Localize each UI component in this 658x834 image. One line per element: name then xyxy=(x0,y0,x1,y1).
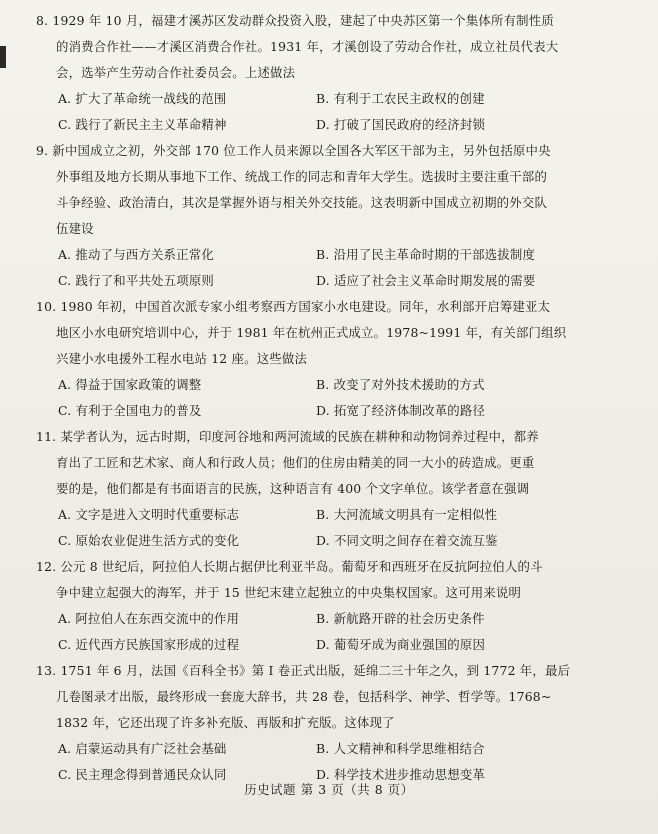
option-b: B. 改变了对外技术援助的方式 xyxy=(316,377,485,392)
question-list xyxy=(36,8,596,788)
options-row xyxy=(36,112,596,138)
option-c: C. 原始农业促进生活方式的变化 xyxy=(58,533,240,548)
options-row xyxy=(36,632,596,658)
scan-edge-mark xyxy=(0,46,6,68)
option-d: D. 打破了国民政府的经济封锁 xyxy=(316,117,486,132)
option-b: B. 沿用了民主革命时期的干部选拔制度 xyxy=(316,247,536,262)
option-a: A. 阿拉伯人在东西交流中的作用 xyxy=(58,611,240,626)
option-d: D. 科学技术进步推动思想变革 xyxy=(316,767,486,782)
question-12 xyxy=(36,554,596,658)
option-a: A. 文字是进入文明时代重要标志 xyxy=(58,507,240,522)
option-c: C. 民主理念得到普通民众认同 xyxy=(58,767,227,782)
option-b: B. 有利于工农民主政权的创建 xyxy=(316,91,485,106)
question-13 xyxy=(36,658,596,788)
option-d: D. 不同文明之间存在着交流互鉴 xyxy=(316,533,498,548)
question-text-line: 伍建设 xyxy=(56,221,94,236)
question-text-line: 9. 新中国成立之初，外交部 170 位工作人员来源以全国各大军区干部为主，另外包括原中央 xyxy=(36,143,551,158)
question-text-line: 地区小水电研究培训中心，并于 1981 年在杭州正式成立。1978~1991 年，有关部门组织 xyxy=(56,325,567,340)
option-a: A. 得益于国家政策的调整 xyxy=(58,377,202,392)
question-text-line: 争中建立起强大的海军，并于 15 世纪末建立起独立的中央集权国家。这可用来说明 xyxy=(56,585,522,600)
options-row xyxy=(36,242,596,268)
question-11 xyxy=(36,424,596,554)
question-text-line: 8. 1929 年 10 月，福建才溪苏区发动群众投资入股，建起了中央苏区第一个集体所有制性质 xyxy=(36,13,554,28)
question-text-line: 11. 某学者认为，远古时期，印度河谷地和两河流域的民族在耕种和动物饲养过程中，都养 xyxy=(36,429,539,444)
question-text-line: 13. 1751 年 6 月，法国《百科全书》第 I 卷正式出版，延绵二三十年之久，到 1772 年，最后 xyxy=(36,663,571,678)
option-d: D. 葡萄牙成为商业强国的原因 xyxy=(316,637,486,652)
option-c: C. 践行了新民主主义革命精神 xyxy=(58,117,227,132)
question-text-line: 会，选举产生劳动合作社委员会。上述做法 xyxy=(56,65,296,80)
option-c: C. 近代西方民族国家形成的过程 xyxy=(58,637,240,652)
question-text-line: 要的是，他们都是有书面语言的民族，这种语言有 400 个文字单位。该学者意在强调 xyxy=(56,481,530,496)
question-text-line: 斗争经验、政治清白，其次是掌握外语与相关外交技能。这表明新中国成立初期的外交队 xyxy=(56,195,548,210)
question-9 xyxy=(36,138,596,294)
question-text-line: 外事组及地方长期从事地下工作、统战工作的同志和青年大学生。选拔时主要注重干部的 xyxy=(56,169,548,184)
option-b: B. 人文精神和科学思维相结合 xyxy=(316,741,485,756)
options-row xyxy=(36,528,596,554)
question-text-line: 10. 1980 年初，中国首次派专家小组考察西方国家小水电建设。同年，水利部开启筹建亚太 xyxy=(36,299,551,314)
options-row xyxy=(36,502,596,528)
option-c: C. 践行了和平共处五项原则 xyxy=(58,273,215,288)
options-row xyxy=(36,398,596,424)
option-d: D. 适应了社会主义革命时期发展的需要 xyxy=(316,273,536,288)
option-b: B. 新航路开辟的社会历史条件 xyxy=(316,611,485,626)
question-text-line: 12. 公元 8 世纪后，阿拉伯人长期占据伊比利亚半岛。葡萄牙和西班牙在反抗阿拉伯人的斗 xyxy=(36,559,543,574)
option-a: A. 启蒙运动具有广泛社会基础 xyxy=(58,741,227,756)
options-row xyxy=(36,86,596,112)
question-text-line: 育出了工匠和艺术家、商人和行政人员；他们的住房由精美的同一大小的砖造成。更重 xyxy=(56,455,535,470)
question-text-line: 几卷图录才出版，最终形成一套庞大辞书，共 28 卷，包括科学、神学、哲学等。1768~ xyxy=(56,689,552,704)
option-c: C. 有利于全国电力的普及 xyxy=(58,403,202,418)
page-footer: 历史试题 第 3 页（共 8 页） xyxy=(244,782,414,797)
option-b: B. 大河流域文明具有一定相似性 xyxy=(316,507,498,522)
question-text-line: 1832 年，它还出现了许多补充版、再版和扩充版。这体现了 xyxy=(56,715,395,730)
options-row xyxy=(36,736,596,762)
question-text-line: 的消费合作社——才溪区消费合作社。1931 年，才溪创设了劳动合作社，成立社员代表大 xyxy=(56,39,559,54)
question-8 xyxy=(36,8,596,138)
options-row xyxy=(36,606,596,632)
options-row xyxy=(36,268,596,294)
option-a: A. 推动了与西方关系正常化 xyxy=(58,247,214,262)
question-text-line: 兴建小水电援外工程水电站 12 座。这些做法 xyxy=(56,351,308,366)
question-10 xyxy=(36,294,596,424)
option-a: A. 扩大了革命统一战线的范围 xyxy=(58,91,227,106)
option-d: D. 拓宽了经济体制改革的路径 xyxy=(316,403,486,418)
options-row xyxy=(36,372,596,398)
